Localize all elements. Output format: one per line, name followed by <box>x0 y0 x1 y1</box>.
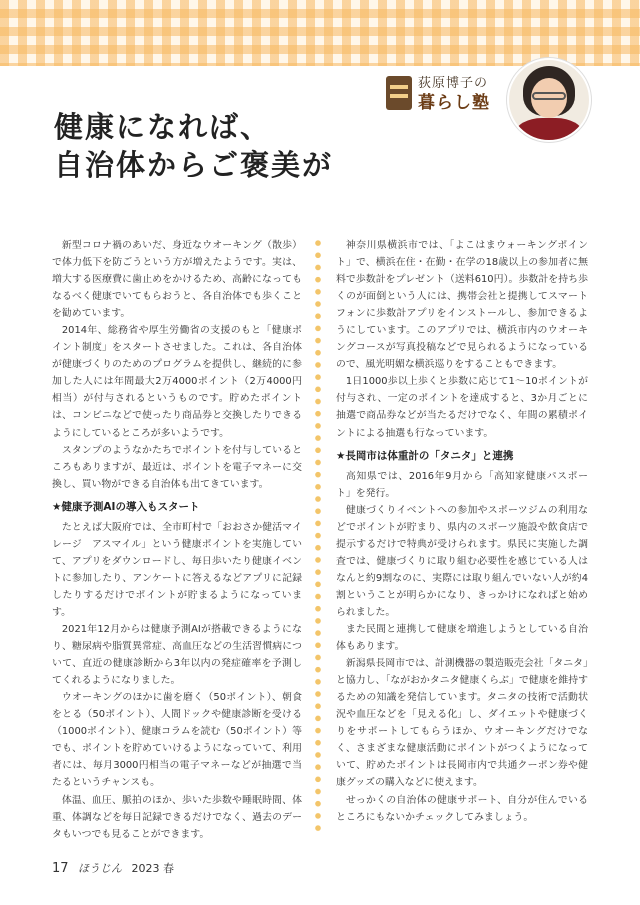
issue-year: 2023 <box>131 862 160 875</box>
headline-line-2: 自治体からご褒美が <box>54 148 334 182</box>
paragraph: たとえば大阪府では、全市町村で「おおさか健活マイレージ アスマイル」という健康ポイントを実施していて、アプリをダウンロードし、毎日歩いたり健康イベントに参加したり、アンケートに答えるなどアプリに記録したりするだけでポイントが貯まるようになっています。 <box>52 521 302 618</box>
page-number: 17 <box>52 861 69 876</box>
headline-line-1: 健康になれば、 <box>54 110 272 144</box>
paragraph: また民間と連携して健康を増進しようとしている自治体もあります。 <box>336 624 588 653</box>
paragraph: スタンプのようなかたちでポイントを付与しているところもありますが、最近は、ポイントを電子マネーに交換し、買い物ができる自治体も出てきています。 <box>52 444 302 490</box>
gingham-header-band <box>0 0 640 66</box>
paragraph: 神奈川県横浜市では、「よこはまウォーキングポイント」で、横浜在住・在勤・在学の18歳以上の参加者に無料で歩数計をプレゼント（送料610円）。歩数計を持ち歩くのが面倒という人には、携帯会社と提携してスマートフォンに歩数計アプリをインストールし、参加できるようにしています。このアプリでは、横浜市内のウオーキングコースが写真投稿などで見られるようになっているので、風光明媚な横浜巡りをすることもできます。 <box>336 240 588 371</box>
section-heading: ★健康予測AIの導入もスタート <box>52 500 200 513</box>
article-left-column <box>52 237 302 843</box>
paragraph: 体温、血圧、脈拍のほか、歩いた歩数や睡眠時間、体重、体調などを毎日記録できるだけでなく、過去のデータもいつでも見ることができます。 <box>52 794 302 840</box>
paragraph: 高知県では、2016年9月から「高知家健康パスポート」を発行。 <box>336 470 588 499</box>
magazine-name: ほうじん <box>78 862 123 875</box>
paragraph: 2021年12月からは健康予測AIが搭載できるようになり、糖尿病や脂質異常症、高血圧などの生活習慣病について、直近の健康診断から3年以内の発症確率を予測してくれるようになりました。 <box>52 624 302 687</box>
paragraph: 新型コロナ禍のあいだ、身近なウオーキング（散歩）で体力低下を防ごうという方が増えたようです。実は、増大する医療費に歯止めをかけるため、高齢になってもなるべく健康でいてもらおうと、各自治体でも歩くことを勧めています。 <box>52 240 302 320</box>
book-icon <box>386 76 412 110</box>
column-divider-dots <box>314 237 322 837</box>
paragraph: 1日1000歩以上歩くと歩数に応じて1～10ポイントが付与され、一定のポイントを達成すると、3か月ごとに抽選で商品券などが当たるだけでなく、年間の累積ポイントによる抽選も行なっています。 <box>336 376 588 439</box>
article-right-column <box>336 237 588 826</box>
column-author: 荻原博子の <box>418 76 489 91</box>
section-heading: ★長岡市は体重計の「タニタ」と連携 <box>336 449 514 462</box>
paragraph: 新潟県長岡市では、計測機器の製造販売会社「タニタ」と協力し、「ながおかタニタ健康くらぶ」で健康を維持するための知識を発信しています。タニタの技術で活動状況や血圧などを「見える化」し、ダイエットや健康づくりをサポートしてもらうほか、ウオーキングだけでなく、さまざまな健康活動にポイントがつくようになっていて、貯めたポイントは長岡市内で共通クーポン券や健康グッズの購入などに使えます。 <box>336 658 588 789</box>
paragraph: 2014年、総務省や厚生労働省の支援のもと「健康ポイント制度」をスタートさせました。これは、各自治体が健康づくりのためのプログラムを提供し、継続的に参加した人には年間最大2万4000ポイント（2万4000円相当）が付与されるというものです。貯めたポイントは、コンビニなどで使ったり商品券と交換したりできるようにしているところが多いようです。 <box>52 325 302 439</box>
author-portrait <box>507 58 591 142</box>
paragraph: 健康づくりイベントへの参加やスポーツジムの利用などでポイントが貯まり、県内のスポーツ施設や飲食店で提示するだけで特典が受けられます。県民に実施した調査では、健康づくりに取り組む必要性を感じている人はなんと約9割なのに、実際には取り組んでいない人が約4割ということが明らかになり、きっかけになればと始められました。 <box>336 504 588 618</box>
page-footer <box>52 860 174 876</box>
headline <box>54 108 333 184</box>
column-title: 暮らし塾 <box>418 93 490 113</box>
paragraph: せっかくの自治体の健康サポート、自分が住んでいるところにもないかチェックしてみましょう。 <box>336 794 588 823</box>
paragraph: ウオーキングのほかに歯を磨く（50ポイント）、朝食をとる（50ポイント）、人間ドックや健康診断を受ける（1000ポイント）、健康コラムを読む（50ポイント）等でも、ポイントを貯めていけるようになっていて、利用者には、毎月3000円相当の電子マネーなどが抽選で当たるというチャンスも。 <box>52 692 302 789</box>
column-logo <box>378 68 508 120</box>
issue-season: 春 <box>163 862 175 875</box>
